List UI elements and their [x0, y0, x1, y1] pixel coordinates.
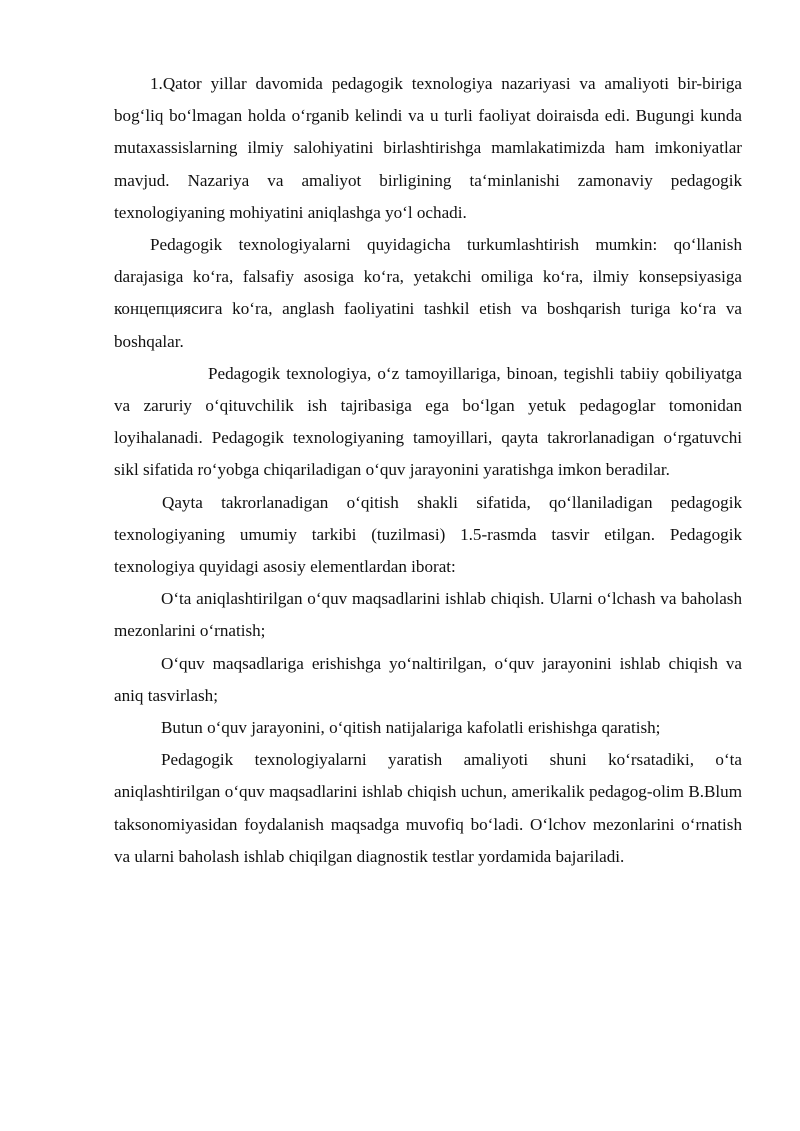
- paragraph-bloom-taxonomy: Pedagogik texnologiyalarni yaratish amaliyoti shuni ko‘rsatadiki, o‘ta aniqlashtirilgan o‘quv maqsadlarini ishlab chiqish uchun, amerikalik pedagog-olim B.Blum taksonomiyasidan foydalanish maqsadga muvofiq bo‘ladi. O‘lchov mezonlarini o‘rnatish va ularni baholash ishlab chiqilgan diagnostik testlar yordamida bajariladi.: [114, 750, 742, 866]
- paragraph-theory-practice: 1.Qator yillar davomida pedagogik texnologiya nazariyasi va amaliyoti bir-biriga bog‘liq bo‘lmagan holda o‘rganib kelindi va u turli faoliyat doiraisda edi. Bugungi kunda mutaxassislarning ilmiy salohiyatini birlashtirishga mamlakatimizda ham imkoniyatlar mavjud. Nazariya va amaliyot birligining ta‘minlanishi zamonaviy pedagogik texnologiyaning mohiyatini aniqlashga yo‘l ochadi.: [114, 74, 742, 222]
- paragraph-classification: Pedagogik texnologiyalarni quyidagicha turkumlashtirish mumkin: qo‘llanish darajasiga ko‘ra, falsafiy asosiga ko‘ra, yetakchi omiliga ko‘ra, ilmiy konsepsiyasiga концепциясига ko‘ra, anglash faoliyatini tashkil etish va boshqarish turiga ko‘ra va boshqalar.: [114, 235, 742, 351]
- paragraph-principles: Pedagogik texnologiya, o‘z tamoyillariga, binoan, tegishli tabiiy qobiliyatga va zaruriy o‘qituvchilik ish tajribasiga ega bo‘lgan yetuk pedagoglar tomonidan loyihalanadi. Pedagogik texnologiyaning tamoyillari, qayta takrorlanadigan o‘rgatuvchi sikl sifatida ro‘yobga chiqariladigan o‘quv jarayonini yaratishga imkon beradilar.: [114, 363, 742, 480]
- list-item-objectives: O‘ta aniqlashtirilgan o‘quv maqsadlarini ishlab chiqish. Ularni o‘lchash va baholash mezonlarini o‘rnatish;: [114, 589, 742, 641]
- list-item-guaranteed-results: Butun o‘quv jarayonini, o‘qitish natijalariga kafolatli erishishga qaratish;: [161, 718, 661, 738]
- paragraph-structure: Qayta takrorlanadigan o‘qitish shakli sifatida, qo‘llaniladigan pedagogik texnologiyaning umumiy tarkibi (tuzilmasi) 1.5-rasmda tasvir etilgan. Pedagogik texnologiya quyidagi asosiy elementlardan iborat:: [114, 492, 742, 577]
- list-item-process-design: O‘quv maqsadlariga erishishga yo‘naltirilgan, o‘quv jarayonini ishlab chiqish va aniq tasvirlash;: [114, 653, 742, 705]
- document-page: [114, 68, 742, 873]
